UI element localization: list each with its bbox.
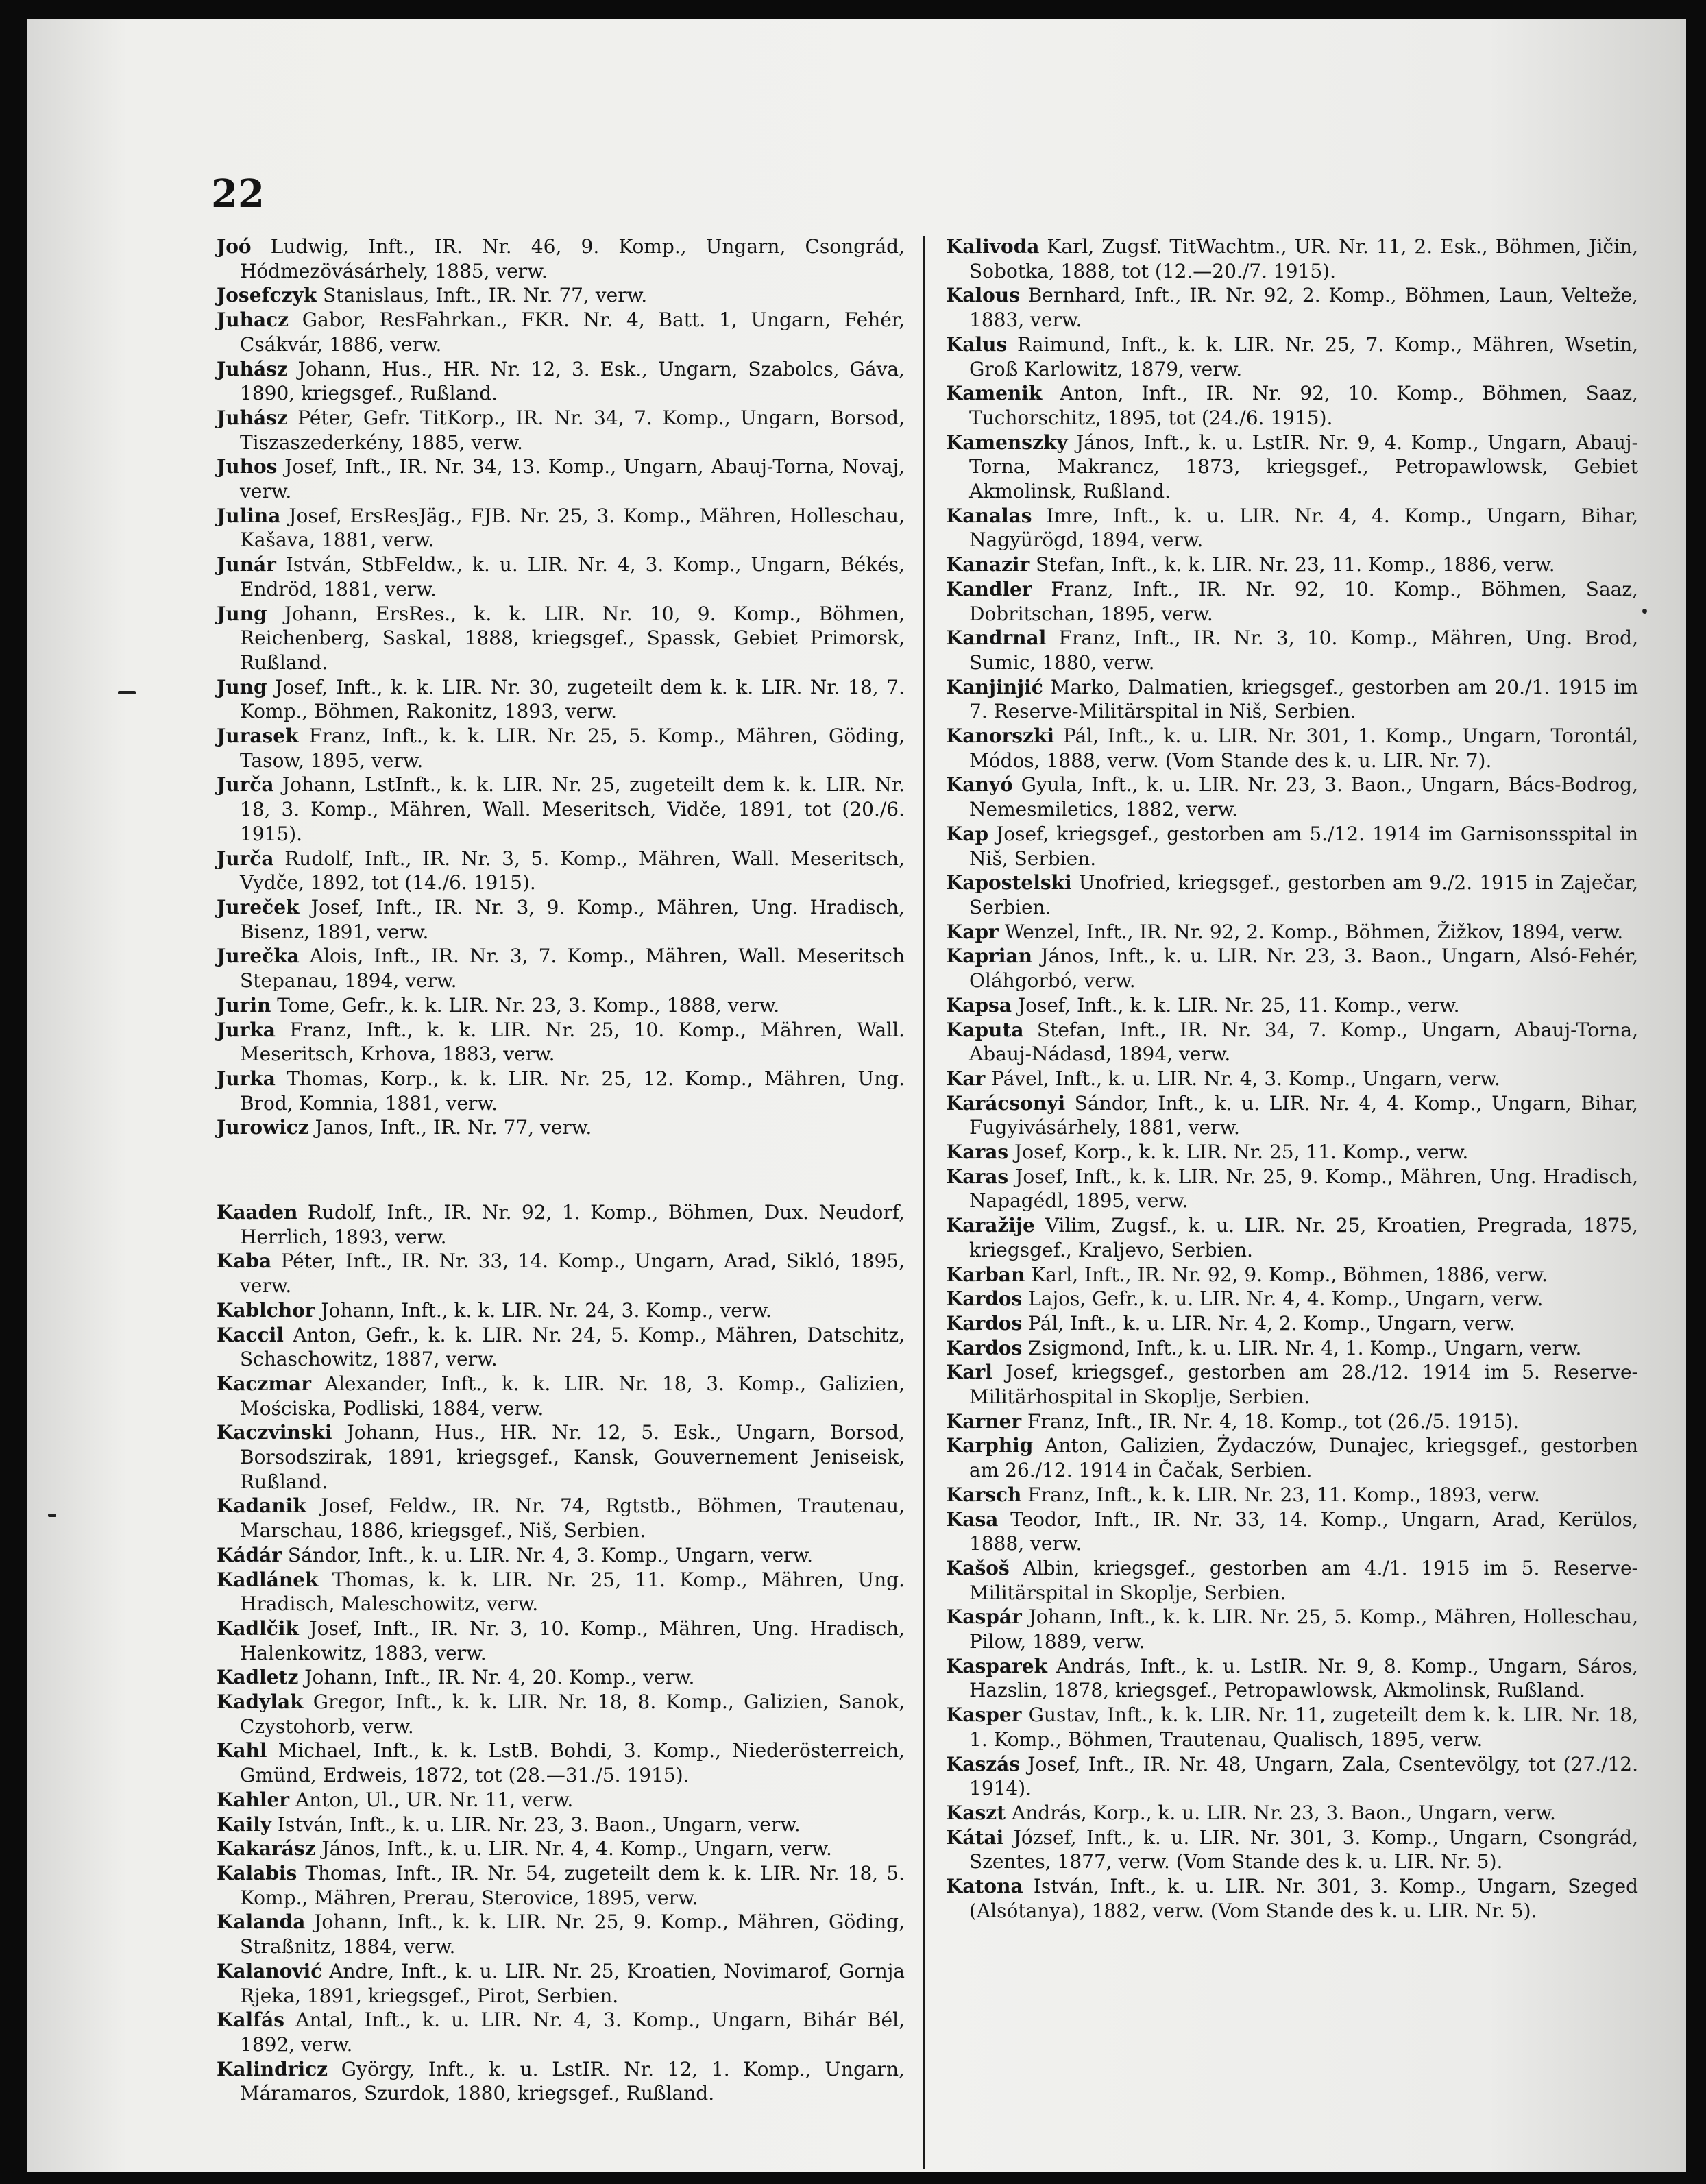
list-item — [946, 381, 1638, 430]
entry-surname: Kaprian — [946, 945, 1032, 968]
entry-details: Thomas, Inft., IR. Nr. 54, zugeteilt dem k. k. LIR. Nr. 18, 5. Komp., Mähren, Prerau, Sterovice, 1895, verw. — [240, 1862, 905, 1909]
entry-surname: Jurča — [217, 773, 274, 797]
list-item — [217, 944, 905, 993]
list-item — [946, 724, 1638, 773]
entry-surname: Kalanović — [217, 1959, 323, 1982]
entry-details: József, Inft., k. u. LIR. Nr. 301, 3. Komp., Ungarn, Csongrád, Szentes, 1877, verw. (Vom Stande des k. u. LIR. Nr. 5). — [969, 1825, 1638, 1873]
entry-details: Anton, Gefr., k. k. LIR. Nr. 24, 5. Komp., Mähren, Datschitz, Schaschowitz, 1887, verw. — [240, 1323, 905, 1371]
list-item — [946, 1067, 1638, 1091]
entry-details: Lajos, Gefr., k. u. LIR. Nr. 4, 4. Komp., Ungarn, verw. — [1022, 1287, 1544, 1311]
entry-details: Johann, Inft., IR. Nr. 4, 20. Komp., verw. — [298, 1666, 695, 1689]
list-item — [217, 1788, 905, 1812]
list-item — [946, 1091, 1638, 1140]
entry-surname: Julina — [217, 504, 281, 527]
list-item — [217, 675, 905, 724]
entry-details: Johann, Hus., HR. Nr. 12, 5. Esk., Ungarn, Borsod, Borsodszirak, 1891, kriegsgef., Kansk, Gouvernement Jeniseisk, Rußland. — [240, 1421, 905, 1493]
list-item — [946, 920, 1638, 945]
margin-mark — [48, 1514, 56, 1517]
entry-surname: Kaccil — [217, 1323, 284, 1346]
entry-surname: Kablchor — [217, 1298, 315, 1322]
entry-surname: Kanorszki — [946, 725, 1054, 748]
entry-details: György, Inft., k. u. LstIR. Nr. 12, 1. Komp., Ungarn, Máramaros, Szurdok, 1880, kriegsgef., Rußland. — [240, 2057, 905, 2105]
entry-details: Anton, Inft., IR. Nr. 92, 10. Komp., Böhmen, Saaz, Tuchorschitz, 1895, tot (24./6. 1915). — [969, 382, 1638, 429]
entry-surname: Kanalas — [946, 504, 1032, 527]
entry-surname: Kamenszky — [946, 430, 1068, 454]
entry-surname: Karažije — [946, 1214, 1035, 1237]
entry-surname: Kaaden — [217, 1201, 298, 1224]
entry-details: Teodor, Inft., IR. Nr. 33, 14. Komp., Ungarn, Arad, Kerülos, 1888, verw. — [969, 1507, 1638, 1555]
list-item — [946, 1556, 1638, 1605]
entry-surname: Jurowicz — [217, 1116, 309, 1139]
list-item — [946, 504, 1638, 553]
list-item — [217, 1959, 905, 2008]
entry-surname: Juhos — [217, 455, 278, 478]
entry-surname: Kardos — [946, 1287, 1023, 1311]
list-item — [217, 1200, 905, 1249]
list-item — [946, 1801, 1638, 1825]
entry-details: Alexander, Inft., k. k. LIR. Nr. 18, 3. Komp., Galizien, Mościska, Podliski, 1884, verw. — [240, 1372, 905, 1420]
entry-details: Josef, kriegsgef., gestorben am 28./12. 1914 im 5. Reserve-Militärhospital in Skoplje, Serbien. — [969, 1361, 1638, 1409]
entry-details: Josef, Inft., IR. Nr. 3, 9. Komp., Mähren, Ung. Hradisch, Bisenz, 1891, verw. — [240, 895, 905, 943]
entry-details: Josef, Inft., IR. Nr. 3, 10. Komp., Mähren, Ung. Hradisch, Halenkowitz, 1883, verw. — [240, 1616, 905, 1664]
list-item — [217, 1738, 905, 1787]
entry-details: Josef, Korp., k. k. LIR. Nr. 25, 11. Komp., verw. — [1008, 1141, 1469, 1164]
entry-surname: Kap — [946, 822, 989, 845]
margin-mark — [118, 691, 136, 694]
entry-surname: Jurečka — [217, 945, 300, 968]
list-item — [217, 1115, 905, 1140]
entry-details: Johann, Inft., k. k. LIR. Nr. 25, 9. Komp., Mähren, Göding, Straßnitz, 1884, verw. — [240, 1910, 905, 1958]
entry-details: Stanislaus, Inft., IR. Nr. 77, verw. — [317, 284, 648, 307]
entry-details: Pál, Inft., k. u. LIR. Nr. 4, 2. Komp., Ungarn, verw. — [1022, 1311, 1515, 1335]
list-item — [217, 234, 905, 283]
list-item — [946, 430, 1638, 504]
entry-surname: Kadylak — [217, 1690, 304, 1714]
entry-surname: Kaputa — [946, 1018, 1024, 1041]
list-item — [946, 1433, 1638, 1482]
list-item — [217, 454, 905, 503]
entry-surname: Jurka — [217, 1067, 276, 1090]
entry-details: Unofried, kriegsgef., gestorben am 9./2. 1915 in Zaječar, Serbien. — [969, 871, 1638, 919]
entry-details: Josef, kriegsgef., gestorben am 5./12. 1914 im Garnisonsspital in Niš, Serbien. — [969, 822, 1638, 870]
entry-surname: Kaczvinski — [217, 1421, 332, 1444]
entry-details: Franz, Inft., k. k. LIR. Nr. 25, 5. Komp., Mähren, Göding, Tasow, 1895, verw. — [240, 725, 905, 772]
entry-surname: Kalfás — [217, 2009, 285, 2032]
entry-surname: Karas — [946, 1141, 1009, 1164]
entry-surname: Junár — [217, 553, 276, 577]
entry-details: Johann, Inft., k. k. LIR. Nr. 25, 5. Komp., Mähren, Holleschau, Pilow, 1889, verw. — [969, 1605, 1638, 1653]
entry-details: András, Inft., k. u. LstIR. Nr. 9, 8. Komp., Ungarn, Sáros, Hazslin, 1878, kriegsgef., Petropawlowsk, Akmolinsk, Rußland. — [969, 1654, 1638, 1702]
entry-surname: Kalanda — [217, 1910, 306, 1934]
entry-details: Ludwig, Inft., IR. Nr. 46, 9. Komp., Ungarn, Csongrád, Hódmezövásárhely, 1885, verw. — [240, 235, 905, 282]
list-item — [946, 1336, 1638, 1361]
entry-details: Pál, Inft., k. u. LIR. Nr. 301, 1. Komp., Ungarn, Torontál, Módos, 1888, verw. (Vom Stande des k. u. LIR. Nr. 7). — [969, 725, 1638, 772]
entry-surname: Kapr — [946, 920, 999, 943]
list-item — [946, 1507, 1638, 1556]
list-item — [217, 2008, 905, 2056]
entry-details: Péter, Inft., IR. Nr. 33, 14. Komp., Ungarn, Arad, Sikló, 1895, verw. — [240, 1250, 905, 1298]
list-item — [217, 1249, 905, 1298]
entry-details: Karl, Zugsf. TitWachtm., UR. Nr. 11, 2. Esk., Böhmen, Jičin, Sobotka, 1888, tot (12.—20./7. 1915). — [969, 235, 1638, 282]
entry-surname: Kahl — [217, 1739, 267, 1762]
list-item — [946, 944, 1638, 993]
list-item — [946, 1703, 1638, 1751]
entry-surname: Kalivoda — [946, 235, 1040, 258]
margin-mark — [1642, 609, 1647, 614]
entry-surname: Joó — [217, 235, 252, 258]
list-item — [946, 1287, 1638, 1311]
entry-details: Rudolf, Inft., IR. Nr. 3, 5. Komp., Mähren, Wall. Meseritsch, Vydče, 1892, tot (14./6. 1915). — [240, 847, 905, 895]
entry-surname: Jung — [217, 675, 267, 699]
entry-details: Gustav, Inft., k. k. LIR. Nr. 11, zugeteilt dem k. k. LIR. Nr. 18, 1. Komp., Böhmen, Trautenau, Qualisch, 1895, verw. — [969, 1703, 1638, 1751]
entry-surname: Kasparek — [946, 1654, 1047, 1677]
entry-surname: Kahler — [217, 1788, 290, 1811]
entry-details: János, Inft., k. u. LIR. Nr. 23, 3. Baon., Ungarn, Alsó-Fehér, Oláhgorbó, verw. — [969, 945, 1638, 993]
entry-surname: Kaba — [217, 1250, 272, 1273]
entry-surname: Josefczyk — [217, 284, 317, 307]
list-item — [217, 406, 905, 454]
entry-surname: Kapsa — [946, 993, 1012, 1017]
entry-surname: Kandrnal — [946, 627, 1047, 650]
entry-surname: Jurasek — [217, 725, 299, 748]
list-item — [217, 1861, 905, 1910]
entry-details: Janos, Inft., IR. Nr. 77, verw. — [308, 1116, 592, 1139]
list-item — [217, 1494, 905, 1542]
entry-details: István, Inft., k. u. LIR. Nr. 301, 3. Komp., Ungarn, Szeged (Alsótanya), 1882, verw. (Vom Stande des k. u. LIR. Nr. 5). — [969, 1875, 1638, 1922]
entry-surname: Kadletz — [217, 1666, 299, 1689]
entry-surname: Kadlánek — [217, 1568, 319, 1591]
entry-surname: Jurin — [217, 993, 271, 1017]
entry-details: Andre, Inft., k. u. LIR. Nr. 25, Kroatien, Novimarof, Gornja Rjeka, 1891, kriegsgef., Pirot, Serbien. — [240, 1959, 905, 2007]
entry-details: Johann, ErsRes., k. k. LIR. Nr. 10, 9. Komp., Böhmen, Reichenberg, Saskal, 1888, kriegsgef., Spassk, Gebiet Primorsk, Rußland. — [240, 602, 905, 674]
entry-surname: Juhász — [217, 406, 288, 429]
entry-details: Sándor, Inft., k. u. LIR. Nr. 4, 4. Komp., Ungarn, Bihar, Fugyivásárhely, 1881, verw. — [969, 1091, 1638, 1139]
list-item — [217, 1372, 905, 1420]
entry-details: Bernhard, Inft., IR. Nr. 92, 2. Komp., Böhmen, Laun, Velteže, 1883, verw. — [969, 284, 1638, 332]
list-item — [217, 1298, 905, 1323]
list-item — [946, 993, 1638, 1018]
list-item — [217, 553, 905, 601]
entry-surname: Kandler — [946, 577, 1032, 600]
entry-details: Josef, ErsResJäg., FJB. Nr. 25, 3. Komp., Mähren, Holleschau, Kašava, 1881, verw. — [240, 504, 905, 552]
list-item — [217, 1665, 905, 1690]
list-item — [217, 847, 905, 895]
list-item — [217, 1543, 905, 1568]
entry-details: Stefan, Inft., k. k. LIR. Nr. 23, 11. Komp., 1886, verw. — [1029, 553, 1555, 577]
entry-details: Josef, Feldw., IR. Nr. 74, Rgtstb., Böhmen, Trautenau, Marschau, 1886, kriegsgef., Niš, Serbien. — [240, 1494, 905, 1542]
entry-surname: Karner — [946, 1409, 1022, 1433]
entry-details: Alois, Inft., IR. Nr. 3, 7. Komp., Mähren, Wall. Meseritsch Stepanau, 1894, verw. — [240, 945, 905, 993]
entry-surname: Kardos — [946, 1311, 1023, 1335]
left-entries-k — [217, 1200, 905, 2106]
entry-details: Josef, Inft., k. k. LIR. Nr. 25, 11. Komp., verw. — [1011, 993, 1460, 1017]
entry-details: Péter, Gefr. TitKorp., IR. Nr. 34, 7. Komp., Ungarn, Borsod, Tiszaszederkény, 1885, verw. — [240, 406, 905, 454]
entry-surname: Kalabis — [217, 1862, 297, 1884]
list-item — [217, 1910, 905, 1958]
entry-surname: Karban — [946, 1263, 1025, 1286]
list-item — [946, 822, 1638, 871]
entry-surname: Kasper — [946, 1703, 1022, 1727]
entry-surname: Kalus — [946, 332, 1008, 356]
list-item — [946, 1263, 1638, 1287]
entry-surname: Kanazir — [946, 553, 1030, 577]
entry-surname: Kanjinjić — [946, 675, 1043, 699]
entry-surname: Kádár — [217, 1543, 282, 1566]
list-item — [217, 1836, 905, 1861]
list-item — [946, 1605, 1638, 1653]
list-item — [946, 283, 1638, 332]
list-item — [946, 1654, 1638, 1703]
entry-surname: Karl — [946, 1361, 992, 1384]
list-item — [946, 1165, 1638, 1213]
entry-details: Marko, Dalmatien, kriegsgef., gestorben am 20./1. 1915 im 7. Reserve-Militärspital in Niš, Serbien. — [969, 675, 1638, 723]
entry-details: Wenzel, Inft., IR. Nr. 92, 2. Komp., Böhmen, Žižkov, 1894, verw. — [998, 920, 1624, 943]
entry-details: András, Korp., k. u. LIR. Nr. 23, 3. Baon., Ungarn, verw. — [1006, 1801, 1556, 1824]
entry-details: Imre, Inft., k. u. LIR. Nr. 4, 4. Komp., Ungarn, Bihar, Nagyürögd, 1894, verw. — [969, 504, 1638, 552]
entry-surname: Jurka — [217, 1018, 276, 1041]
list-item — [946, 773, 1638, 821]
entry-details: Josef, Inft., IR. Nr. 48, Ungarn, Zala, Csentevölgy, tot (27./12. 1914). — [969, 1752, 1638, 1800]
entry-surname: Kamenik — [946, 382, 1043, 405]
list-item — [946, 234, 1638, 283]
list-item — [217, 1018, 905, 1067]
list-item — [217, 1568, 905, 1616]
entry-details: Michael, Inft., k. k. LstB. Bohdi, 3. Komp., Niederösterreich, Gmünd, Erdweis, 1872, tot (28.—31./5. 1915). — [240, 1739, 905, 1787]
entry-surname: Kadanik — [217, 1494, 306, 1518]
right-entries — [946, 234, 1638, 1924]
entry-details: János, Inft., k. u. LIR. Nr. 4, 4. Komp., Ungarn, verw. — [315, 1837, 832, 1860]
entry-surname: Kar — [946, 1067, 986, 1090]
entry-details: Sándor, Inft., k. u. LIR. Nr. 4, 3. Komp., Ungarn, verw. — [281, 1543, 814, 1566]
list-item — [217, 308, 905, 356]
list-item — [946, 332, 1638, 381]
left-entries-j — [217, 234, 905, 1140]
left-column — [217, 234, 905, 2106]
entry-details: János, Inft., k. u. LstIR. Nr. 9, 4. Komp., Ungarn, Abauj-Torna, Makrancz, 1873, kriegsgef., Petropawlowsk, Gebiet Akmolinsk, Rußland. — [969, 430, 1638, 503]
entry-details: Josef, Inft., k. k. LIR. Nr. 30, zugeteilt dem k. k. LIR. Nr. 18, 7. Komp., Böhmen, Rakonitz, 1893, verw. — [240, 675, 905, 723]
entry-details: Anton, Galizien, Żydaczów, Dunajec, kriegsgef., gestorben am 26./12. 1914 in Čačak, Serbien. — [969, 1434, 1638, 1482]
list-item — [217, 1690, 905, 1738]
entry-surname: Kanyó — [946, 773, 1013, 797]
column-divider — [923, 236, 925, 2169]
entry-surname: Katona — [946, 1875, 1023, 1898]
list-item — [946, 1409, 1638, 1434]
entry-surname: Kalous — [946, 284, 1020, 307]
list-item — [217, 724, 905, 773]
list-item — [217, 357, 905, 406]
entry-details: Antal, Inft., k. u. LIR. Nr. 4, 3. Komp., Ungarn, Bihár Bél, 1892, verw. — [240, 2009, 905, 2056]
entry-details: Tome, Gefr., k. k. LIR. Nr. 23, 3. Komp., 1888, verw. — [271, 993, 780, 1017]
entry-details: Josef, Inft., k. k. LIR. Nr. 25, 9. Komp., Mähren, Ung. Hradisch, Napagédl, 1895, verw. — [969, 1165, 1638, 1213]
entry-details: István, Inft., k. u. LIR. Nr. 23, 3. Baon., Ungarn, verw. — [271, 1812, 801, 1836]
list-item — [217, 773, 905, 846]
list-item — [946, 1140, 1638, 1165]
entry-surname: Karácsonyi — [946, 1091, 1066, 1115]
entry-surname: Kasa — [946, 1507, 999, 1531]
entry-surname: Kašoš — [946, 1556, 1010, 1579]
entry-details: Thomas, k. k. LIR. Nr. 25, 11. Komp., Mähren, Ung. Hradisch, Maleschowitz, verw. — [240, 1568, 905, 1616]
section-gap — [217, 1140, 905, 1200]
list-item — [217, 602, 905, 675]
entry-details: Johann, Hus., HR. Nr. 12, 3. Esk., Ungarn, Szabolcs, Gáva, 1890, kriegsgef., Rußland. — [240, 357, 905, 405]
entry-details: Gregor, Inft., k. k. LIR. Nr. 18, 8. Komp., Galizien, Sanok, Czystohorb, verw. — [240, 1690, 905, 1738]
entry-details: Franz, Inft., IR. Nr. 92, 10. Komp., Böhmen, Saaz, Dobritschan, 1895, verw. — [969, 577, 1638, 625]
list-item — [217, 993, 905, 1018]
list-item — [946, 1825, 1638, 1874]
entry-details: Johann, LstInft., k. k. LIR. Nr. 25, zugeteilt dem k. k. LIR. Nr. 18, 3. Komp., Mähren, Wall. Meseritsch, Vidče, 1891, tot (20./6. 1915). — [240, 773, 905, 845]
entry-details: Franz, Inft., k. k. LIR. Nr. 23, 11. Komp., 1893, verw. — [1021, 1483, 1540, 1506]
entry-surname: Kardos — [946, 1336, 1023, 1359]
list-item — [946, 626, 1638, 675]
list-item — [946, 1213, 1638, 1262]
entry-surname: Juhacz — [217, 308, 289, 332]
entry-details: Raimund, Inft., k. k. LIR. Nr. 25, 7. Komp., Mähren, Wsetin, Groß Karlowitz, 1879, verw. — [969, 332, 1638, 380]
entry-surname: Kaily — [217, 1812, 272, 1836]
entry-surname: Karsch — [946, 1483, 1022, 1506]
list-item — [946, 577, 1638, 626]
entry-details: Josef, Inft., IR. Nr. 34, 13. Komp., Ungarn, Abauj-Torna, Novaj, verw. — [240, 455, 905, 503]
entry-details: Gyula, Inft., k. u. LIR. Nr. 23, 3. Baon., Ungarn, Bács-Bodrog, Nemesmiletics, 1882, verw. — [969, 773, 1638, 821]
entry-details: Franz, Inft., IR. Nr. 4, 18. Komp., tot (26./5. 1915). — [1021, 1409, 1520, 1433]
entry-details: Karl, Inft., IR. Nr. 92, 9. Komp., Böhmen, 1886, verw. — [1025, 1263, 1548, 1286]
list-item — [217, 2057, 905, 2106]
entry-surname: Kaczmar — [217, 1372, 311, 1395]
entry-details: Johann, Inft., k. k. LIR. Nr. 24, 3. Komp., verw. — [315, 1298, 772, 1322]
entry-surname: Jurča — [217, 847, 274, 870]
document-page — [27, 19, 1686, 2172]
entry-details: Vilim, Zugsf., k. u. LIR. Nr. 25, Kroatien, Pregrada, 1875, kriegsgef., Kraljevo, Serbien. — [969, 1214, 1638, 1261]
page-number: 22 — [211, 171, 265, 217]
entry-surname: Karphig — [946, 1434, 1034, 1457]
entry-details: Stefan, Inft., IR. Nr. 34, 7. Komp., Ungarn, Abauj-Torna, Abauj-Nádasd, 1894, verw. — [969, 1018, 1638, 1066]
entry-details: István, StbFeldw., k. u. LIR. Nr. 4, 3. Komp., Ungarn, Békés, Endröd, 1881, verw. — [240, 553, 905, 600]
entry-surname: Kaszás — [946, 1752, 1021, 1775]
list-item — [217, 1323, 905, 1372]
entry-surname: Kapostelski — [946, 871, 1072, 895]
entry-surname: Kaszt — [946, 1801, 1006, 1824]
list-item — [946, 1018, 1638, 1067]
entry-details: Rudolf, Inft., IR. Nr. 92, 1. Komp., Böhmen, Dux. Neudorf, Herrlich, 1893, verw. — [240, 1201, 905, 1248]
list-item — [946, 1360, 1638, 1409]
list-item — [946, 1752, 1638, 1801]
list-item — [217, 283, 905, 308]
list-item — [946, 1874, 1638, 1923]
entry-details: Albin, kriegsgef., gestorben am 4./1. 1915 im 5. Reserve-Militärspital in Skoplje, Serbien. — [969, 1556, 1638, 1604]
entry-surname: Kaspár — [946, 1605, 1022, 1629]
list-item — [217, 1812, 905, 1837]
entry-details: Anton, Ul., UR. Nr. 11, verw. — [289, 1788, 574, 1811]
entry-details: Thomas, Korp., k. k. LIR. Nr. 25, 12. Komp., Mähren, Ung. Brod, Komnia, 1881, verw. — [240, 1067, 905, 1115]
list-item — [217, 1067, 905, 1115]
list-item — [217, 895, 905, 944]
list-item — [946, 871, 1638, 919]
entry-details: Franz, Inft., k. k. LIR. Nr. 25, 10. Komp., Mähren, Wall. Meseritsch, Krhova, 1883, verw. — [240, 1018, 905, 1066]
entry-details: Zsigmond, Inft., k. u. LIR. Nr. 4, 1. Komp., Ungarn, verw. — [1022, 1336, 1582, 1359]
entry-details: Gabor, ResFahrkan., FKR. Nr. 4, Batt. 1, Ungarn, Fehér, Csákvár, 1886, verw. — [240, 308, 905, 356]
entry-surname: Karas — [946, 1165, 1009, 1188]
entry-surname: Jung — [217, 602, 267, 625]
list-item — [946, 1311, 1638, 1336]
right-column — [946, 234, 1638, 1924]
list-item — [946, 553, 1638, 577]
entry-surname: Kadlčik — [217, 1616, 299, 1640]
list-item — [946, 1483, 1638, 1507]
list-item — [946, 675, 1638, 724]
entry-surname: Kalindricz — [217, 2057, 328, 2080]
list-item — [217, 1420, 905, 1494]
entry-surname: Juhász — [217, 357, 288, 380]
entry-surname: Kakarász — [217, 1837, 316, 1860]
list-item — [217, 1616, 905, 1665]
entry-details: Pável, Inft., k. u. LIR. Nr. 4, 3. Komp., Ungarn, verw. — [985, 1067, 1500, 1090]
entry-details: Franz, Inft., IR. Nr. 3, 10. Komp., Mähren, Ung. Brod, Sumic, 1880, verw. — [969, 627, 1638, 674]
entry-surname: Jureček — [217, 895, 300, 919]
entry-surname: Kátai — [946, 1825, 1004, 1849]
list-item — [217, 504, 905, 553]
